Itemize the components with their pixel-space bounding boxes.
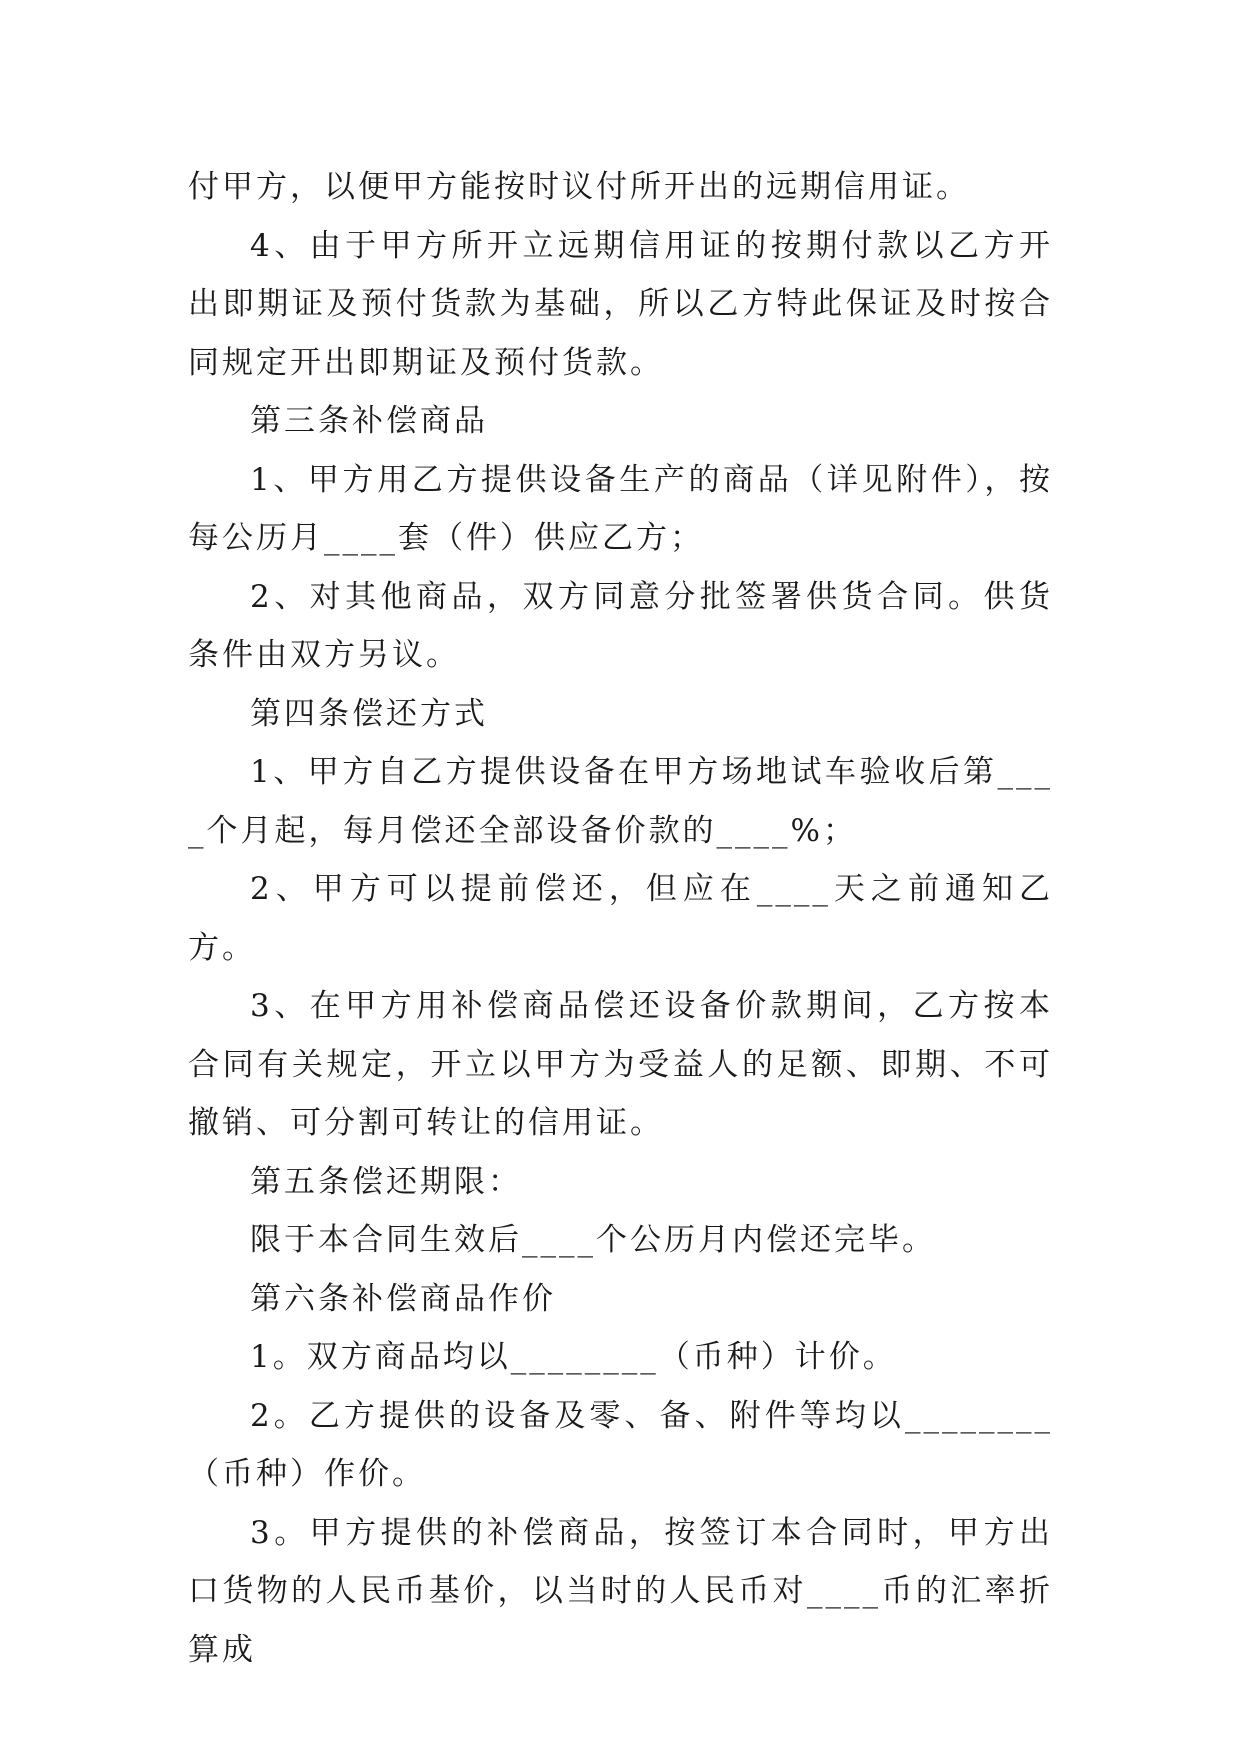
section-heading: 第六条补偿商品作价: [250, 1280, 556, 1317]
paragraph: 1、甲方用乙方提供设备生产的商品（详见附件），按每公历月____套（件）供应乙方；: [188, 461, 1053, 556]
paragraph: 限于本合同生效后____个公历月内偿还完毕。: [250, 1222, 936, 1258]
paragraph: 2、甲方可以提前偿还，但应在____天之前通知乙方。: [188, 871, 1053, 966]
paragraph: 4、由于甲方所开立远期信用证的按期付款以乙方开出即期证及预付货款为基础，所以乙方特此保证及时按合同规定开出即期证及预付货款。: [188, 227, 1053, 381]
document-body: [188, 158, 1053, 1679]
section-heading: 第四条偿还方式: [250, 695, 488, 732]
section-heading: 第五条偿还期限：: [250, 1163, 522, 1200]
paragraph: 3。甲方提供的补偿商品，按签订本合同时，甲方出口货物的人民币基价，以当时的人民币对____币的汇率折算成: [188, 1514, 1053, 1668]
paragraph: 3、在甲方用补偿商品偿还设备价款期间，乙方按本合同有关规定，开立以甲方为受益人的足额、即期、不可撤销、可分割可转让的信用证。: [188, 988, 1053, 1141]
paragraph: 1。双方商品均以________（币种）计价。: [250, 1339, 897, 1375]
paragraph: 1、甲方自乙方提供设备在甲方场地试车验收后第____个月起，每月偿还全部设备价款的____%；: [188, 754, 1053, 849]
paragraph: 2、对其他商品，双方同意分批签署供货合同。供货条件由双方另议。: [188, 578, 1053, 673]
paragraph: 付甲方，以便甲方能按时议付所开出的远期信用证。: [188, 169, 970, 205]
paragraph: 2。乙方提供的设备及零、备、附件等均以________（币种）作价。: [188, 1397, 1053, 1492]
section-heading: 第三条补偿商品: [250, 403, 488, 439]
